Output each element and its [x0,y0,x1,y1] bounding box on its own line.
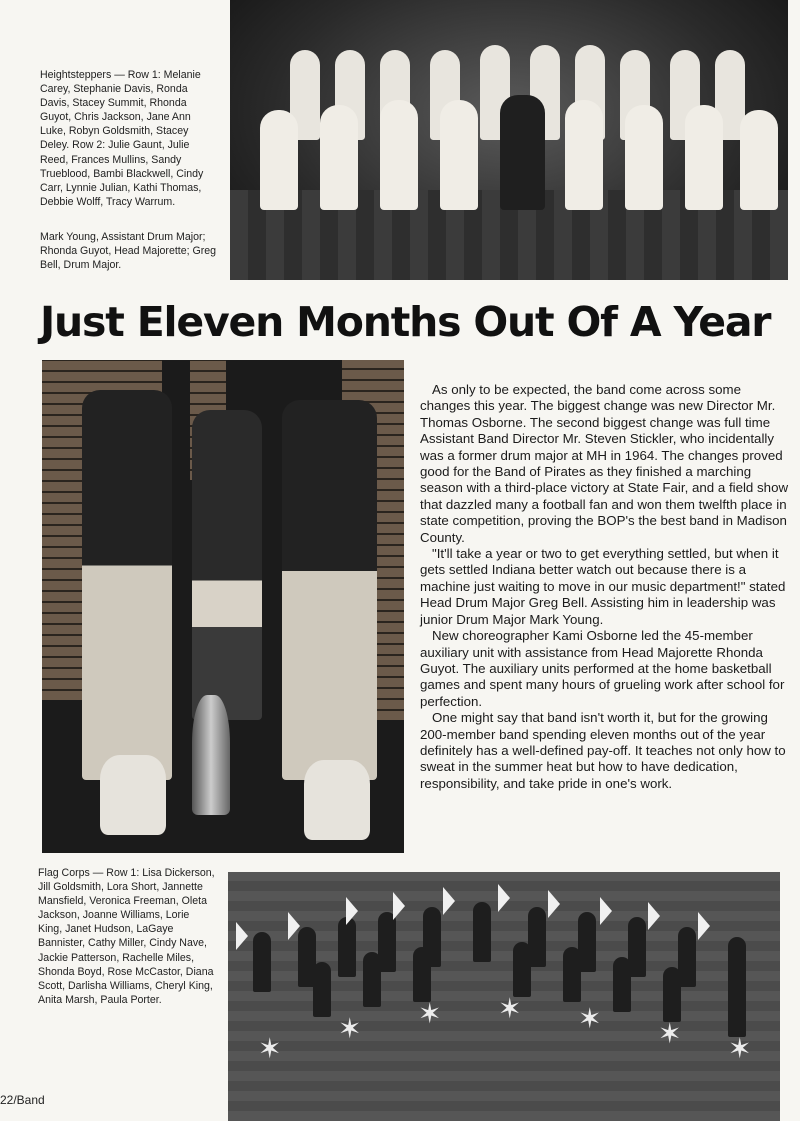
article-paragraph: As only to be expected, the band come across some changes this year. The biggest change was new Director Mr. Thomas Osborne. The second biggest change was full time Assistant Band Director Mr. Steven Stickler, who incidentally was a former drum major at MH in 1964. The changes proved good for the Band of Pirates as they finished a marching season with a third-place victory at State Fair, and a field show that dazzled many a football fan and won them twelfth place in state competition, proving the BOP's the best band in Madison County. [420,382,789,545]
article-body [420,382,790,792]
flag-corps-photo: ✶ ✶ ✶ ✶ ✶ ✶ ✶ [228,872,780,1121]
article-paragraph: New choreographer Kami Osborne led the 45-member auxiliary unit with assistance from Head Majorette Rhonda Guyot. The auxiliary units performed at the home basketball games and spent many hours of grueling work after school for perfection. [420,628,785,709]
drum-majors-photo [42,360,404,853]
page-footer: 22/Band [0,1093,45,1107]
article-paragraph: One might say that band isn't worth it, but for the growing 200-member band spending eleven months out of the year definitely has a well-defined pay-off. It teaches not only how to sweat in the summer heat but how to have dedication, responsibility, and take pride in one's work. [420,710,786,791]
page-headline: Just Eleven Months Out Of A Year [40,298,771,346]
flag-corps-caption: Flag Corps — Row 1: Lisa Dickerson, Jill Goldsmith, Lora Short, Jannette Mansfield, Veronica Freeman, Oleta Jackson, Joanne Williams, Lorie King, Janet Hudson, LaGaye Bannister, Cathy Miller, Cindy Nave, Jackie Patterson, Rachelle Miles, Shonda Boyd, Rose McCastor, Diana Scott, Darlisha Williams, Cheryl King, Anita Marsh, Paula Porter. [38,867,215,1006]
heightsteppers-caption: Heightsteppers — Row 1: Melanie Carey, Stephanie Davis, Ronda Davis, Stacey Summit, Rhonda Guyot, Chris Jackson, Jane Ann Luke, Robyn Goldsmith, Stacey Deley. Row 2: Julie Gaunt, Julie Reed, Frances Mullins, Sandy Trueblood, Bambi Blackwell, Cindy Carr, Lynnie Julian, Kathi Thomas, Debbie Wolff, Tracy Warrum. [40,69,204,208]
heightsteppers-photo [230,0,788,280]
leaders-caption: Mark Young, Assistant Drum Major; Rhonda Guyot, Head Majorette; Greg Bell, Drum Major. [40,231,217,272]
article-paragraph: "It'll take a year or two to get everything settled, but when it gets settled Indiana better watch out because there is a machine just waiting to move in our music department!" stated Head Drum Major Greg Bell. Assisting him in leadership was junior Drum Major Mark Young. [420,546,786,627]
